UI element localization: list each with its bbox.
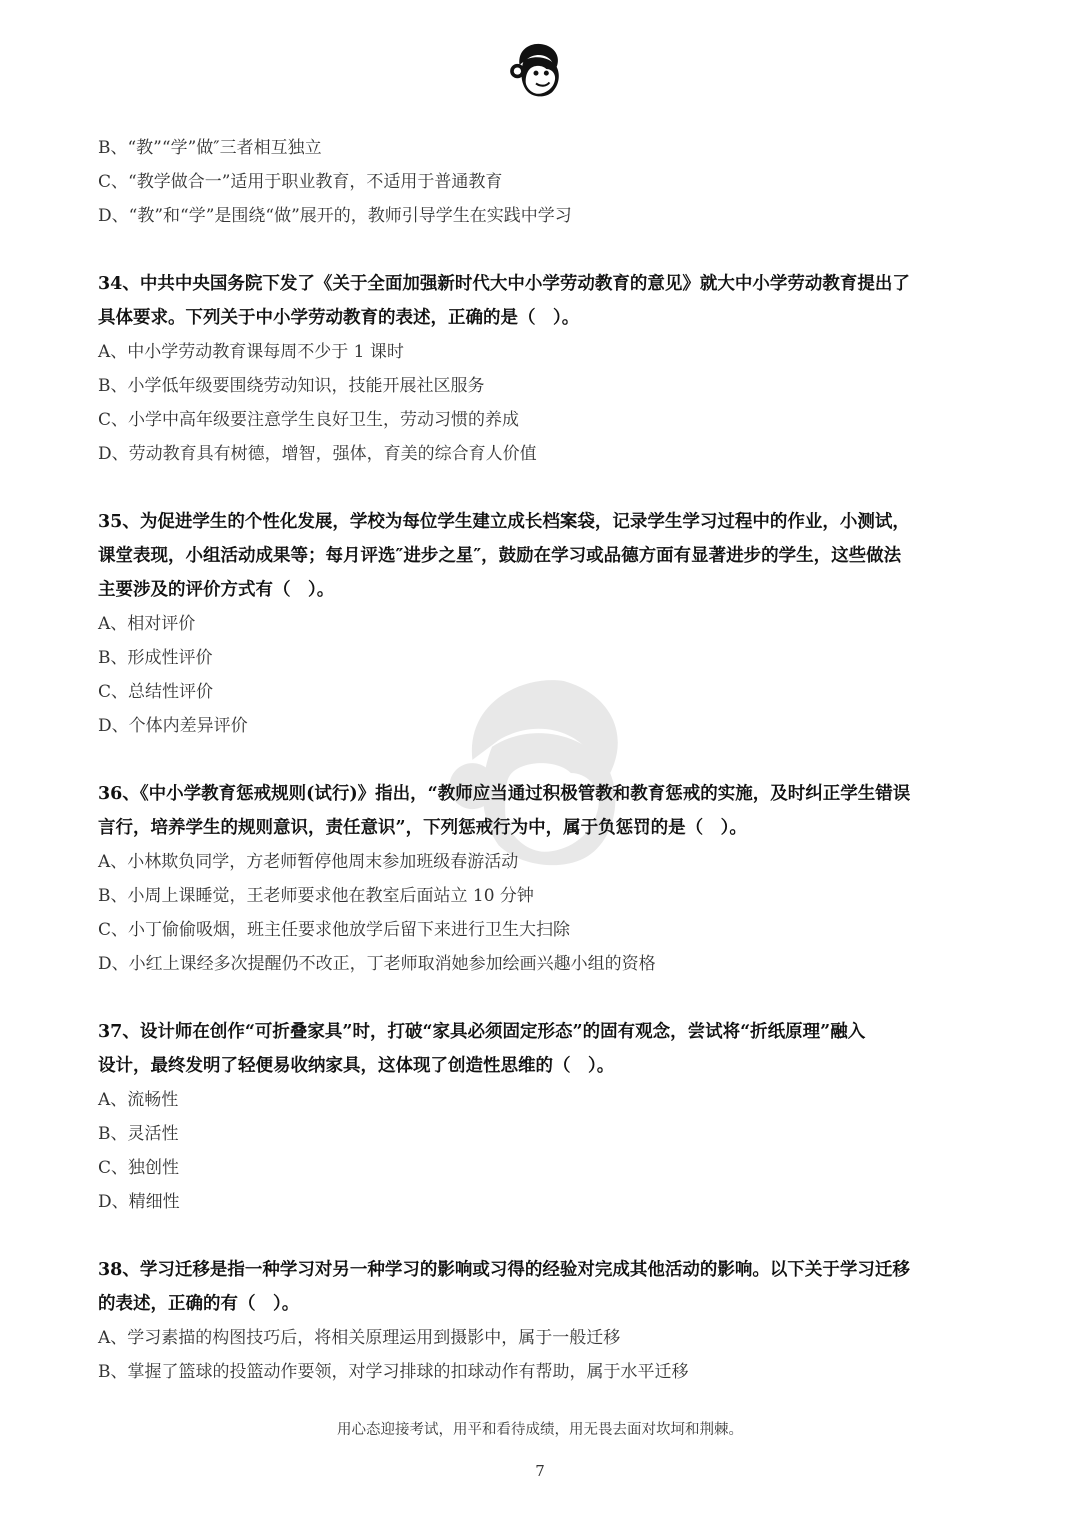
q33-option: B、“教”“学”做″三者相互独立 [98, 138, 322, 158]
q37-stem-line: 37、设计师在创作“可折叠家具”时，打破“家具必须固定形态”的固有观念，尝试将“折纸原理”融入 [98, 1022, 866, 1042]
q35-option: B、形成性评价 [98, 648, 213, 668]
q35-stem-line: 35、为促进学生的个性化发展，学校为每位学生建立成长档案袋，记录学生学习过程中的作业，小测试， [98, 512, 910, 532]
q34-option: D、劳动教育具有树德，增智，强体，育美的综合育人价值 [98, 444, 537, 464]
monkey-mascot-watermark-icon [438, 668, 638, 878]
monkey-mascot-logo-icon [505, 38, 567, 100]
q36-stem-line: 言行，培养学生的规则意识，责任意识”，下列惩戒行为中，属于负惩罚的是（ ）。 [98, 818, 747, 838]
q34-stem-line: 34、中共中央国务院下发了《关于全面加强新时代大中小学劳动教育的意见》就大中小学劳动教育提出了 [98, 274, 910, 294]
q37-option: C、独创性 [98, 1158, 180, 1178]
q34-stem-line: 具体要求。下列关于中小学劳动教育的表述，正确的是（ ）。 [98, 308, 580, 328]
q36-option: A、小林欺负同学，方老师暂停他周末参加班级春游活动 [98, 852, 519, 872]
q36-option: B、小周上课睡觉，王老师要求他在教室后面站立 10 分钟 [98, 886, 534, 906]
q37-option: B、灵活性 [98, 1124, 179, 1144]
q37-stem-line: 设计，最终发明了轻便易收纳家具，这体现了创造性思维的（ ）。 [98, 1056, 615, 1076]
q38-stem-line: 的表述，正确的有（ ）。 [98, 1294, 300, 1314]
q36-stem-line: 36、《中小学教育惩戒规则(试行)》指出，“教师应当通过积极管教和教育惩戒的实施，及时纠正学生错误 [98, 784, 911, 804]
page-number: 7 [535, 1462, 545, 1480]
q35-option: C、总结性评价 [98, 682, 214, 702]
footer-motto: 用心态迎接考试，用平和看待成绩，用无畏去面对坎坷和荆棘。 [337, 1422, 743, 1438]
q35-option: A、相对评价 [98, 614, 196, 634]
q37-option: A、流畅性 [98, 1090, 179, 1110]
q33-option: D、“教”和“学”是围绕“做”展开的，教师引导学生在实践中学习 [98, 206, 572, 226]
q36-option: D、小红上课经多次提醒仍不改正，丁老师取消她参加绘画兴趣小组的资格 [98, 954, 656, 974]
q34-option: B、小学低年级要围绕劳动知识，技能开展社区服务 [98, 376, 485, 396]
q33-option: C、“教学做合一”适用于职业教育，不适用于普通教育 [98, 172, 503, 192]
q36-option: C、小丁偷偷吸烟，班主任要求他放学后留下来进行卫生大扫除 [98, 920, 571, 940]
q37-option: D、精细性 [98, 1192, 180, 1212]
q34-option: C、小学中高年级要注意学生良好卫生，劳动习惯的养成 [98, 410, 520, 430]
q35-stem-line: 主要涉及的评价方式有（ ）。 [98, 580, 335, 600]
q38-stem-line: 38、学习迁移是指一种学习对另一种学习的影响或习得的经验对完成其他活动的影响。以下关于学习迁移 [98, 1260, 910, 1280]
q35-stem-line: 课堂表现，小组活动成果等；每月评选″进步之星″，鼓励在学习或品德方面有显著进步的学生，这些做法 [98, 546, 902, 566]
q38-option: B、掌握了篮球的投篮动作要领，对学习排球的扣球动作有帮助，属于水平迁移 [98, 1362, 689, 1382]
q38-option: A、学习素描的构图技巧后，将相关原理运用到摄影中，属于一般迁移 [98, 1328, 621, 1348]
q35-option: D、个体内差异评价 [98, 716, 248, 736]
q34-option: A、中小学劳动教育课每周不少于 1 课时 [98, 342, 404, 362]
